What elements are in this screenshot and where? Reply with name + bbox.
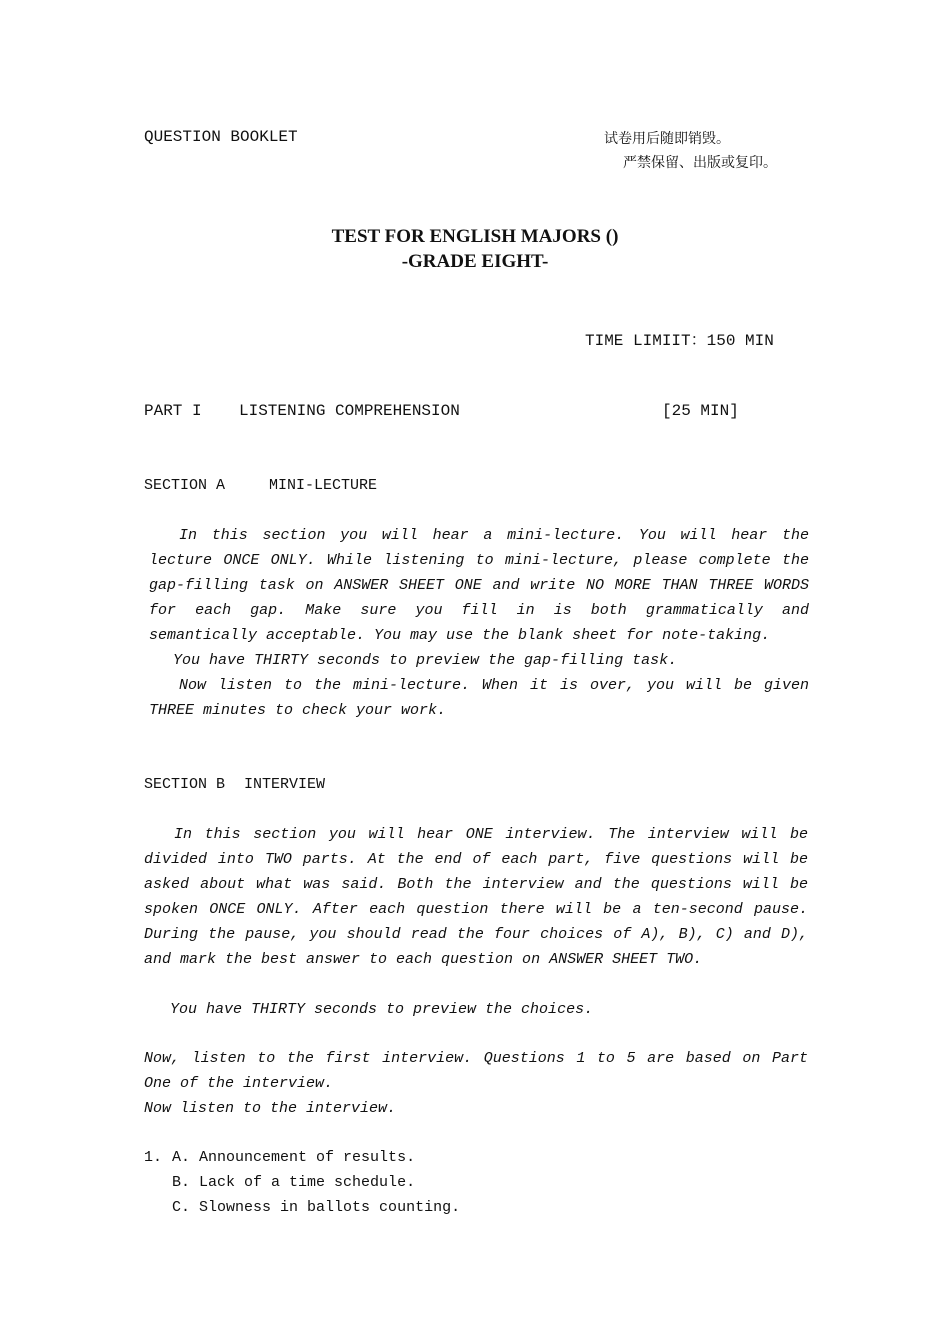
section-b-instructions: In this section you will hear ONE interview. The interview will be divided into TWO parts. At the end of each part, five questions will be asked about what was said. Both the interview and the questions will be spoken ONCE ONLY. After each question there will be a ten-second pause. During the pause, you should read the four choices of A), B), C) and D), and mark the best answer to each question on ANSWER SHEET TWO. (144, 826, 808, 968)
notice-line-2: 严禁保留、出版或复印。 (623, 155, 777, 171)
test-title: TEST FOR ENGLISH MAJORS () (331, 226, 619, 247)
part-name: LISTENING COMPREHENSION (239, 402, 460, 420)
part-label: PART I (144, 402, 202, 420)
section-b-name: INTERVIEW (244, 776, 326, 793)
section-b-listen-now: Now listen to the interview. (144, 1100, 397, 1117)
option-text: Slowness in ballots counting. (199, 1199, 461, 1216)
section-b-preview-note: You have THIRTY seconds to preview the choices. (170, 1001, 594, 1018)
section-b-listen-note: Now, listen to the first interview. Questions 1 to 5 are based on Part One of the interview. (144, 1050, 808, 1092)
test-grade: -GRADE EIGHT- (401, 251, 549, 272)
section-a-name: MINI-LECTURE (269, 477, 378, 494)
option-letter: A. (172, 1149, 191, 1166)
section-a-listen-note: Now listen to the mini-lecture. When it is over, you will be given THREE minutes to check your work. (149, 677, 809, 719)
option-text: Announcement of results. (199, 1149, 416, 1166)
question-1-number: 1. (144, 1149, 163, 1166)
time-limit: TIME LIMIIT：150 MIN (585, 332, 774, 350)
option-text: Lack of a time schedule. (199, 1174, 416, 1191)
question-1-option-b (172, 1174, 415, 1191)
booklet-label: QUESTION BOOKLET (144, 128, 298, 146)
question-1-option-c (172, 1199, 460, 1216)
question-1-option-a (172, 1149, 415, 1166)
section-a-label: SECTION A (144, 477, 226, 494)
section-b-label: SECTION B (144, 776, 226, 793)
notice-line-1: 试卷用后随即销毁。 (604, 131, 730, 147)
part-time: [25 MIN] (662, 402, 739, 420)
option-letter: B. (172, 1174, 191, 1191)
option-letter: C. (172, 1199, 191, 1216)
section-a-instructions: In this section you will hear a mini-lecture. You will hear the lecture ONCE ONLY. While listening to mini-lecture, please complete the gap-filling task on ANSWER SHEET ONE and write NO MORE THAN THREE WORDS for each gap. Make sure you fill in is both grammatically and semantically acceptable. You may use the blank sheet for note-taking. (149, 527, 809, 644)
section-a-preview-note: You have THIRTY seconds to preview the gap-filling task. (173, 652, 678, 669)
